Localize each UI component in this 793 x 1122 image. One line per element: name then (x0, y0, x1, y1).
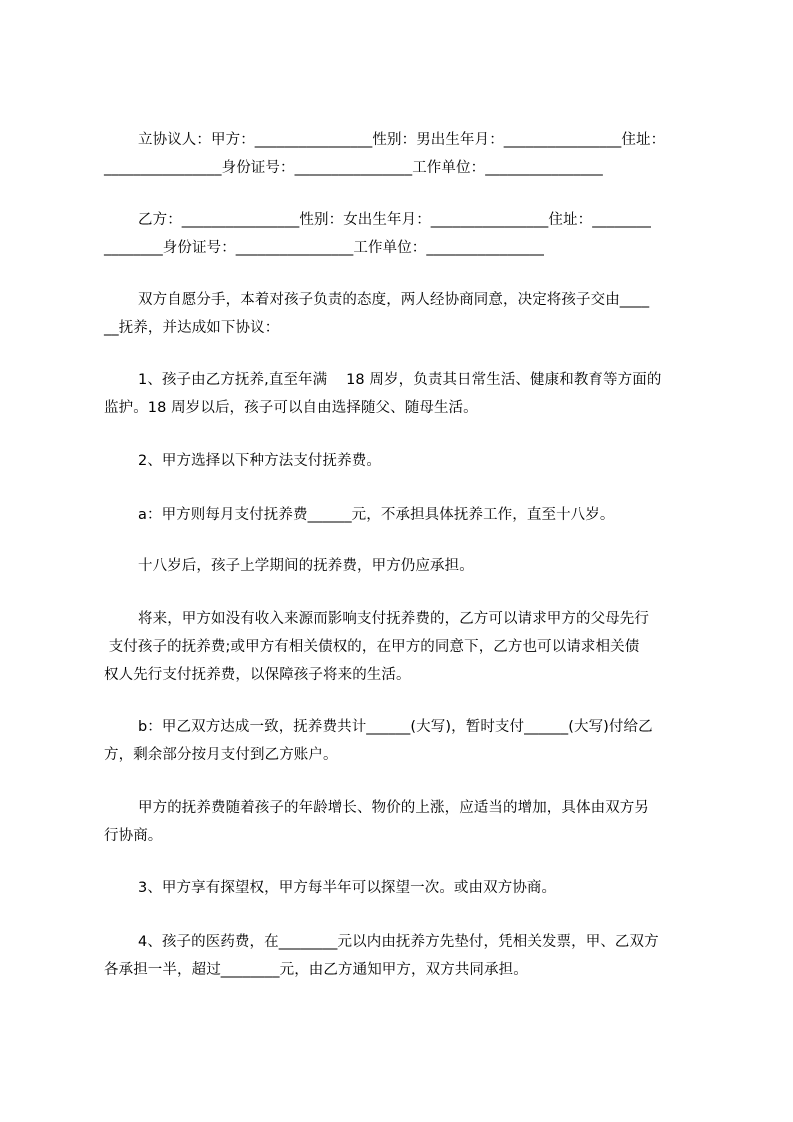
clause-4-line-2: 各承担一半，超过________元，由乙方通知甲方，双方共同承担。 (104, 962, 528, 978)
clause-4-line-1: 4、孩子的医药费，在________元以内由抚养方先垫付，凭相关发票，甲、乙双方 (138, 934, 659, 950)
increase-line-2: 行协商。 (104, 828, 163, 844)
clause-2b-line-1: b：甲乙双方达成一致，抚养费共计______(大写)，暂时支付______(大写)付给乙 (138, 719, 653, 735)
party-a-details-line: ________________身份证号：________________工作单位：________________ (104, 160, 603, 176)
increase-line-1: 甲方的抚养费随着孩子的年龄增长、物价的上涨，应适当的增加，具体由双方另 (138, 800, 649, 816)
future-line-3: 权人先行支付抚养费，以保障孩子将来的生活。 (104, 667, 411, 683)
clause-2a-line: a：甲方则每月支付抚养费______元，不承担具体抚养工作，直至十八岁。 (138, 507, 615, 523)
parties-intro-line: 立协议人：甲方：________________性别：男出生年月：________________住址： (138, 132, 666, 148)
clause-2-heading: 2、甲方选择以下种方法支付抚养费。 (138, 453, 381, 469)
preamble-line-2: __抚养，并达成如下协议： (104, 320, 280, 336)
clause-3-line: 3、甲方享有探望权，甲方每半年可以探望一次。或由双方协商。 (138, 880, 557, 896)
after-eighteen-line: 十八岁后，孩子上学期间的抚养费，甲方仍应承担。 (138, 558, 474, 574)
clause-1-line-1: 1、孩子由乙方抚养,直至年满 18 周岁，负责其日常生活、健康和教育等方面的 (138, 372, 662, 388)
clause-2b-line-2: 方，剩余部分按月支付到乙方账户。 (104, 747, 338, 763)
clause-1-line-2: 监护。18 周岁以后，孩子可以自由选择随父、随母生活。 (104, 400, 478, 416)
future-line-2: 支付孩子的抚养费;或甲方有相关债权的，在甲方的同意下，乙方也可以请求相关债 (104, 639, 640, 655)
party-b-line: 乙方：________________性别：女出生年月：________________住址：________ (138, 212, 651, 228)
preamble-line-1: 双方自愿分手，本着对孩子负责的态度，两人经协商同意，决定将孩子交由____ (138, 292, 650, 308)
future-line-1: 将来，甲方如没有收入来源而影响支付抚养费的，乙方可以请求甲方的父母先行 (138, 611, 649, 627)
party-b-details-line: ________身份证号：________________工作单位：________________ (104, 240, 544, 256)
